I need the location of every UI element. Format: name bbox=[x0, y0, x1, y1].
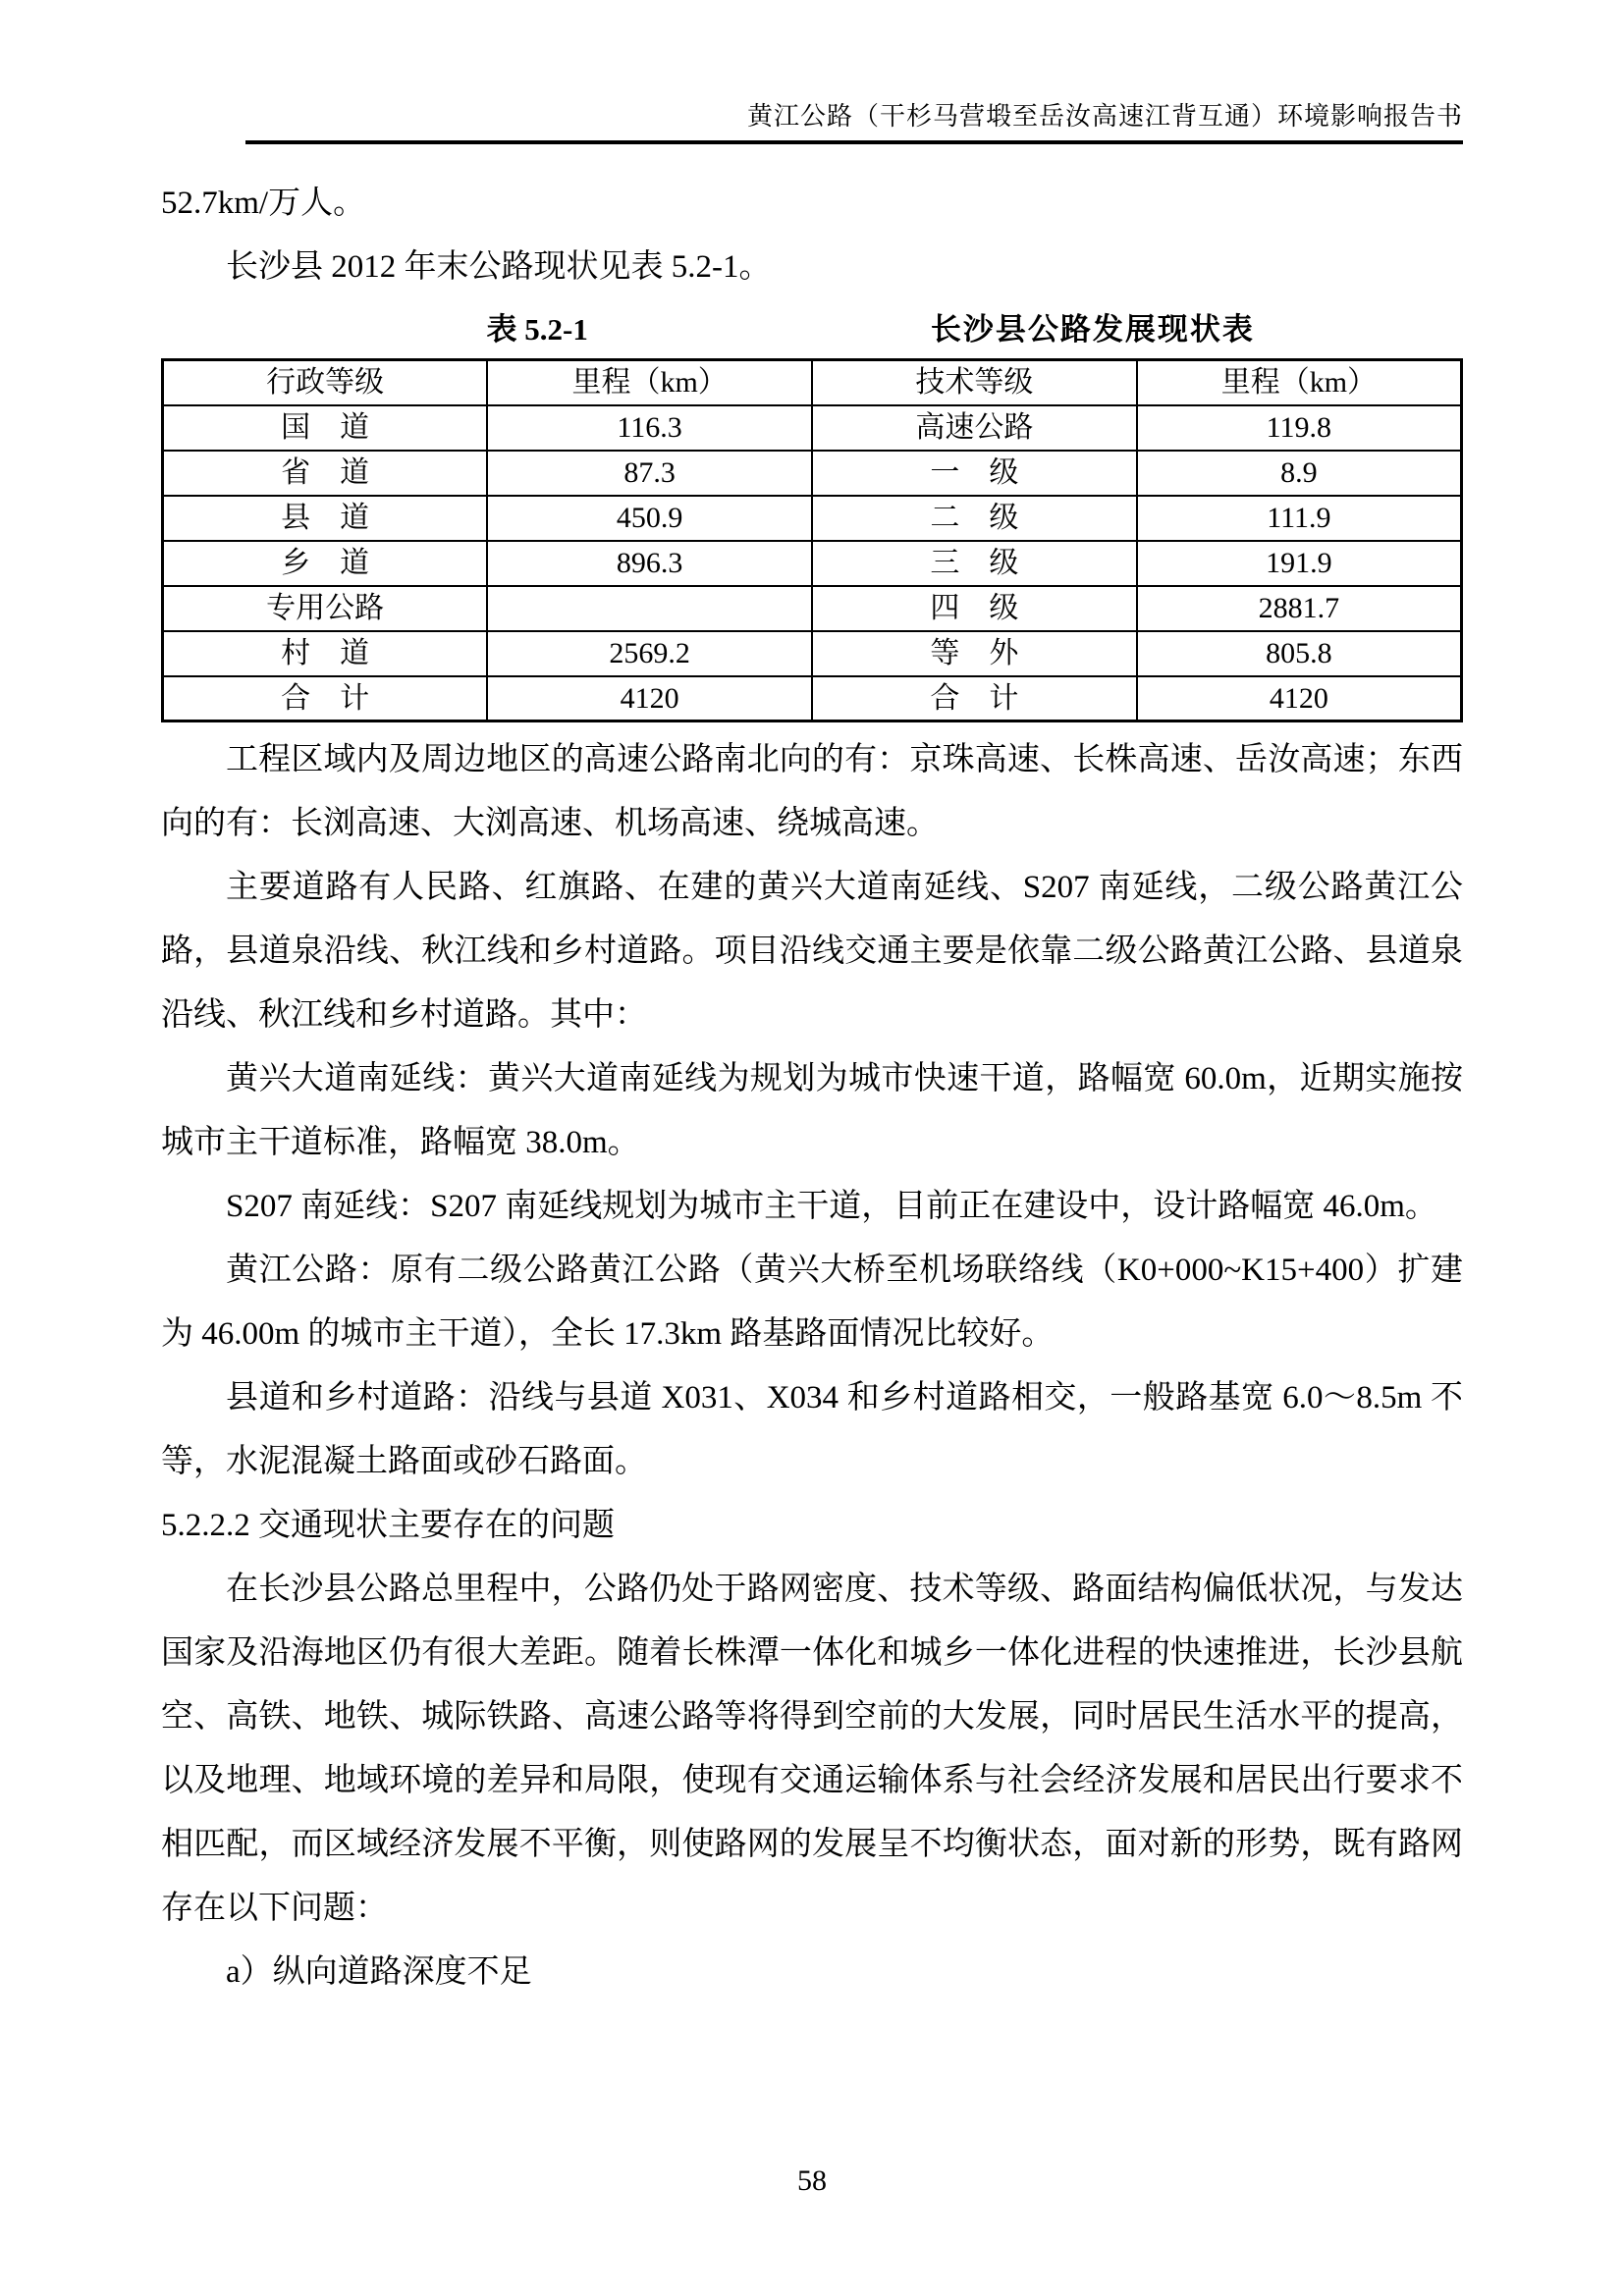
paragraph-county-roads: 县道和乡村道路：沿线与县道 X031、X034 和乡村道路相交，一般路基宽 6.0～8.5m 不等，水泥混凝土路面或砂石路面。 bbox=[161, 1380, 1463, 1479]
table-cell: 省 道 bbox=[163, 451, 488, 496]
table-cell: 县 道 bbox=[163, 496, 488, 541]
table-cell: 国 道 bbox=[163, 405, 488, 451]
table-row bbox=[163, 496, 1462, 541]
table-cell: 合 计 bbox=[812, 676, 1137, 721]
table-cell: 805.8 bbox=[1137, 631, 1462, 676]
page-number: 58 bbox=[797, 2164, 827, 2197]
col-header-admin-grade: 行政等级 bbox=[163, 360, 488, 405]
table-cell: 896.3 bbox=[487, 541, 812, 586]
table-cell: 专用公路 bbox=[163, 586, 488, 631]
paragraph-s207: S207 南延线：S207 南延线规划为城市主干道，目前正在建设中，设计路幅宽 46.0m。 bbox=[226, 1189, 1437, 1224]
table-cell: 87.3 bbox=[487, 451, 812, 496]
table-row bbox=[163, 586, 1462, 631]
table-row bbox=[163, 541, 1462, 586]
section-heading-5-2-2-2: 5.2.2.2 交通现状主要存在的问题 bbox=[161, 1508, 615, 1543]
paragraph-traffic-problems: 在长沙县公路总里程中，公路仍处于路网密度、技术等级、路面结构偏低状况，与发达国家及沿海地区仍有很大差距。随着长株潭一体化和城乡一体化进程的快速推进，长沙县航空、高铁、地铁、城际铁路、高速公路等将得到空前的大发展，同时居民生活水平的提高，以及地理、地域环境的差异和局限，使现有交通运输体系与社会经济发展和居民出行要求不相匹配，而区域经济发展不平衡，则使路网的发展呈不均衡状态，面对新的形势，既有路网存在以下问题： bbox=[161, 1572, 1463, 1926]
paragraph-huangjiang-road: 黄江公路：原有二级公路黄江公路（黄兴大桥至机场联络线（K0+000~K15+400）扩建为 46.00m 的城市主干道），全长 17.3km 路基路面情况比较好。 bbox=[161, 1253, 1463, 1352]
table-header-row bbox=[163, 360, 1462, 405]
col-header-tech-grade: 技术等级 bbox=[812, 360, 1137, 405]
table-cell: 村 道 bbox=[163, 631, 488, 676]
col-header-mileage-2: 里程（km） bbox=[1137, 360, 1462, 405]
table-row bbox=[163, 405, 1462, 451]
table-caption-title: 长沙县公路发展现状表 bbox=[930, 312, 1255, 347]
table-caption-label: 表 5.2-1 bbox=[486, 312, 588, 347]
intro-line-1: 52.7km/万人。 bbox=[161, 186, 366, 221]
table-cell: 高速公路 bbox=[812, 405, 1137, 451]
table-cell: 合 计 bbox=[163, 676, 488, 721]
header-title: 黄江公路（干杉马营塅至岳汝高速江背互通）环境影响报告书 bbox=[746, 102, 1463, 131]
table-cell: 二 级 bbox=[812, 496, 1137, 541]
list-item-a: a）纵向道路深度不足 bbox=[226, 1954, 532, 1990]
table-cell bbox=[487, 586, 812, 631]
table-cell: 4120 bbox=[487, 676, 812, 721]
document-body bbox=[161, 172, 1463, 2004]
col-header-mileage-1: 里程（km） bbox=[487, 360, 812, 405]
table-row bbox=[163, 451, 1462, 496]
table-row bbox=[163, 631, 1462, 676]
table-cell: 111.9 bbox=[1137, 496, 1462, 541]
table-cell: 119.8 bbox=[1137, 405, 1462, 451]
table-caption bbox=[161, 301, 1463, 358]
table-cell: 4120 bbox=[1137, 676, 1462, 721]
table-cell: 450.9 bbox=[487, 496, 812, 541]
table-cell: 2881.7 bbox=[1137, 586, 1462, 631]
table-cell: 8.9 bbox=[1137, 451, 1462, 496]
table-cell: 等 外 bbox=[812, 631, 1137, 676]
table-cell: 三 级 bbox=[812, 541, 1137, 586]
table-cell: 一 级 bbox=[812, 451, 1137, 496]
table-cell: 乡 道 bbox=[163, 541, 488, 586]
page-header bbox=[245, 0, 1463, 144]
table-row bbox=[163, 676, 1462, 721]
table-cell: 四 级 bbox=[812, 586, 1137, 631]
intro-line-2: 长沙县 2012 年末公路现状见表 5.2-1。 bbox=[226, 249, 772, 285]
paragraph-huangxing-avenue: 黄兴大道南延线：黄兴大道南延线为规划为城市快速干道，路幅宽 60.0m，近期实施按城市主干道标准，路幅宽 38.0m。 bbox=[161, 1061, 1463, 1160]
road-status-table bbox=[161, 358, 1463, 722]
paragraph-main-roads: 主要道路有人民路、红旗路、在建的黄兴大道南延线、S207 南延线，二级公路黄江公路，县道泉沿线、秋江线和乡村道路。项目沿线交通主要是依靠二级公路黄江公路、县道泉沿线、秋江线和乡村道路。其中： bbox=[161, 870, 1463, 1033]
table-cell: 2569.2 bbox=[487, 631, 812, 676]
table-cell: 191.9 bbox=[1137, 541, 1462, 586]
paragraph-highways: 工程区域内及周边地区的高速公路南北向的有：京珠高速、长株高速、岳汝高速；东西向的有：长浏高速、大浏高速、机场高速、绕城高速。 bbox=[161, 742, 1463, 841]
table-cell: 116.3 bbox=[487, 405, 812, 451]
